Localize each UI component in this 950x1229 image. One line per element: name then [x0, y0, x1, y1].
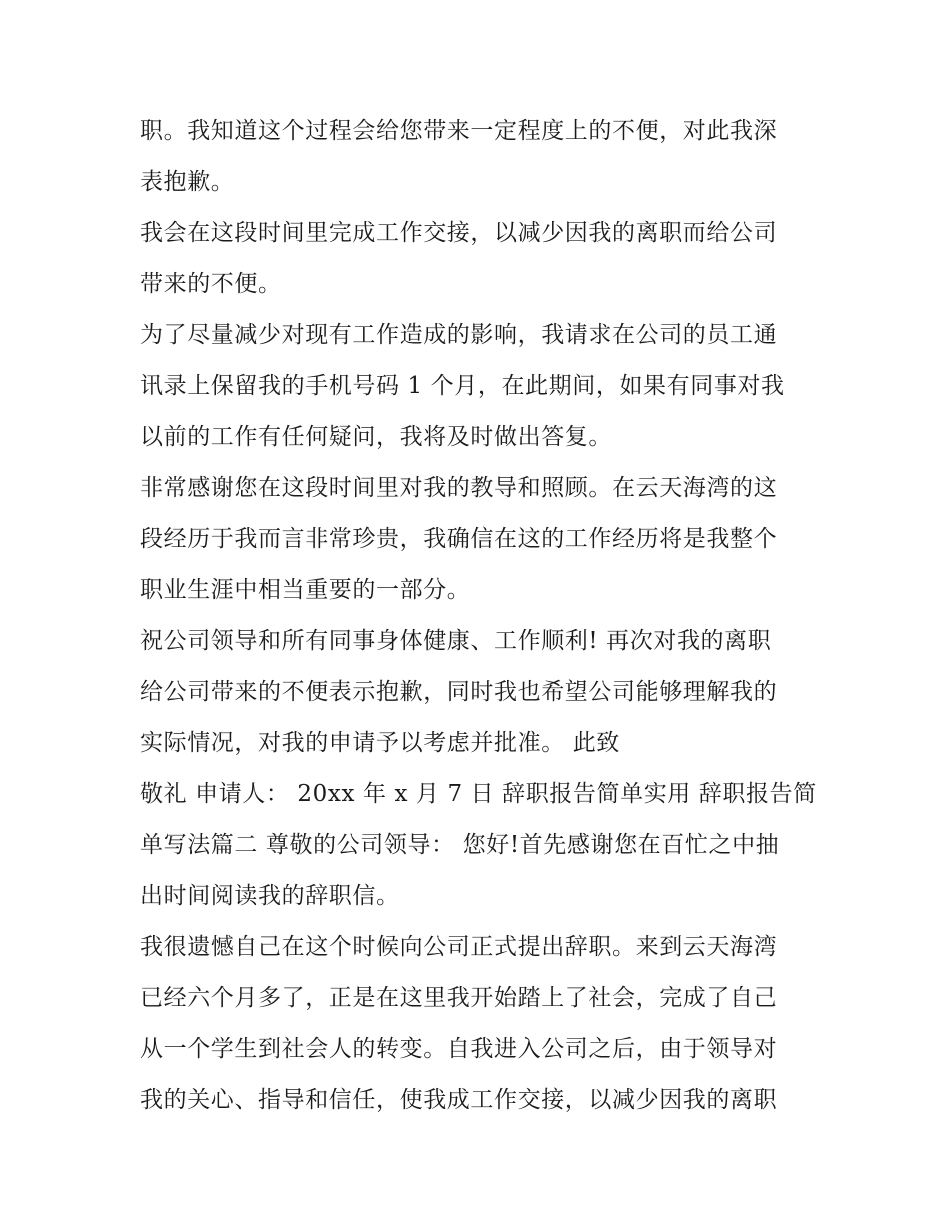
- text-line: 我的关心、指导和信任，使我成工作交接，以减少因我的离职: [140, 1087, 778, 1113]
- text-line: 我会在这段时间里完成工作交接，以减少因我的离职而给公司: [140, 220, 778, 246]
- text-line: 我很遗憾自己在这个时候向公司正式提出辞职。来到云天海湾: [140, 934, 778, 960]
- document-body: [140, 106, 830, 1126]
- text-line: 非常感谢您在这段时间里对我的教导和照顾。在云天海湾的这: [140, 475, 778, 501]
- text-line: 表抱歉。: [140, 169, 235, 195]
- text-line: 祝公司领导和所有同事身体健康、工作顺利! 再次对我的离职: [140, 628, 772, 654]
- text-line: 从一个学生到社会人的转变。自我进入公司之后，由于领导对: [140, 1036, 778, 1062]
- text-line: 讯录上保留我的手机号码 1 个月，在此期间，如果有同事对我: [140, 373, 785, 399]
- text-line: 段经历于我而言非常珍贵，我确信在这的工作经历将是我整个: [140, 526, 778, 552]
- text-line: 为了尽量减少对现有工作造成的影响，我请求在公司的员工通: [140, 322, 778, 348]
- text-line: 已经六个月多了，正是在这里我开始踏上了社会，完成了自己: [140, 985, 778, 1011]
- text-line: 实际情况，对我的申请予以考虑并批准。 此致: [140, 730, 620, 756]
- text-line: 带来的不便。: [140, 271, 282, 297]
- text-line: 出时间阅读我的辞职信。: [140, 883, 400, 909]
- text-line: 职。我知道这个过程会给您带来一定程度上的不便，对此我深: [140, 118, 778, 144]
- text-line: 职业生涯中相当重要的一部分。: [140, 577, 471, 603]
- text-line: 敬礼 申请人： 20xx 年 x 月 7 日 辞职报告简单实用 辞职报告简: [140, 781, 817, 807]
- text-line: 以前的工作有任何疑问，我将及时做出答复。: [140, 424, 612, 450]
- text-line: 单写法篇二 尊敬的公司领导： 您好!首先感谢您在百忙之中抽: [140, 832, 780, 858]
- text-line: 给公司带来的不便表示抱歉，同时我也希望公司能够理解我的: [140, 679, 778, 705]
